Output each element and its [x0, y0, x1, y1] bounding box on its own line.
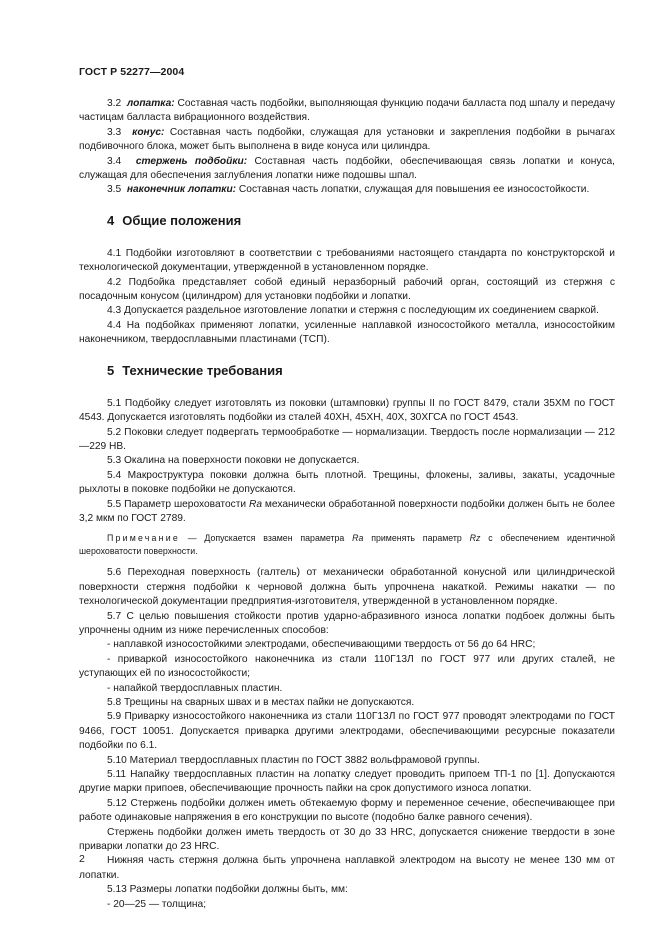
document-body	[79, 97, 615, 912]
list-item: - 20—25 — толщина;	[107, 898, 207, 910]
term-label: конус:	[132, 126, 165, 138]
clause-5-8: 5.8 Трещины на сварных швах и в местах пайки не допускаются.	[107, 697, 415, 708]
clause-3-2: 3.2 лопатка: Составная часть подбойки, выполняющая функцию подачи балласта под шпалу и передачу частицам балласта вибрационного воздействия.	[79, 98, 615, 124]
term-label: лопатка:	[126, 98, 175, 109]
clause-4-4: 4.4 На подбойках применяют лопатки, усиленные наплавкой износостойкого металла, износостойким наконечником, твердосплавными пластинами (ТСП).	[79, 319, 615, 346]
clause-5-11: 5.11 Напайку твердосплавных пластин на лопатку следует проводить припоем ТП-1 по [1]. Допускаются другие марки припоев, обеспечивающие прочность пайки на срок допустимого износа лопатки.	[79, 769, 615, 795]
document-header: ГОСТ Р 52277—2004	[79, 66, 185, 78]
clause-5-1: 5.1 Подбойку следует изготовлять из поковки (штамповки) группы II по ГОСТ 8479, стали 35ХМ по ГОСТ 4543. Допускается изготовлять подбойки из сталей 40ХН, 45ХН, 40Х, 30ХГСА по ГОСТ 4543.	[79, 397, 615, 424]
clause-3-3: 3.3 конус: Составная часть подбойки, служащая для установки и закрепления подбойки в рычагах подбивочного блока, может быть выполнена в виде конуса или цилиндра.	[79, 126, 615, 153]
note: Примечание — Допускается взамен параметра Ra применять параметр Rz с обеспечением идентичной шероховатости поверхности.	[79, 533, 615, 557]
clause-4-3: 4.3 Допускается раздельное изготовление лопатки и стержня с последующим их соединением сваркой.	[107, 305, 599, 317]
term-label: стержень подбойки:	[135, 155, 248, 167]
clause-3-4: 3.4 стержень подбойки: Составная часть подбойки, обеспечивающая связь лопатки и конуса, служащая для обеспечения заглубления лопатки ниже подошвы шпал.	[79, 155, 615, 182]
clause-5-7: 5.7 С целью повышения стойкости против ударно-абразивного износа лопатки подбоек должны быть упрочнены одним из ниже перечисленных способов:	[79, 610, 615, 636]
list-item: - напайкой твердосплавных пластин.	[107, 682, 283, 694]
clause-5-12-hardness: Стержень подбойки должен иметь твердость от 30 до 33 HRC, допускается снижение твердости в зоне приварки лопатки до 23 HRC.	[79, 826, 615, 853]
section-5-heading: 5 Технические требования	[107, 362, 283, 378]
clause-5-10: 5.10 Материал твердосплавных пластин по ГОСТ 3882 вольфрамовой группы.	[107, 754, 480, 766]
clause-5-3: 5.3 Окалина на поверхности поковки не допускается.	[107, 455, 360, 467]
clause-5-9: 5.9 Приварку износостойкого наконечника из стали 110Г13Л по ГОСТ 977 проводят электродами по ГОСТ 9466, ГОСТ 10051. Допускается приварка другими электродами, обеспечивающими ресурсные показатели подбойки по 6.1.	[79, 711, 615, 752]
list-item: - наплавкой износостойкими электродами, обеспечивающими твердость от 56 до 64 HRC;	[107, 639, 536, 651]
term-label: наконечник лопатки:	[126, 184, 237, 196]
page-number: 2	[79, 853, 85, 865]
clause-4-1: 4.1 Подбойки изготовляют в соответствии с требованиями настоящего стандарта по конструкторской и технологической документации, утвержденной в установленном порядке.	[79, 247, 615, 274]
section-4-heading: 4 Общие положения	[107, 212, 242, 228]
note-label: Примечание	[107, 533, 180, 544]
clause-5-2: 5.2 Поковки следует подвергать термообработке — нормализации. Твердость после нормализации — 212—229 НВ.	[79, 426, 615, 452]
clause-5-12: 5.12 Стержень подбойки должен иметь обтекаемую форму и переменное сечение, обеспечивающее при работе одинаковые напряжения в его конструкции по высоте (подобно балке равного сечения).	[79, 797, 615, 824]
clause-5-4: 5.4 Макроструктура поковки должна быть плотной. Трещины, флокены, заливы, закаты, усадочные рыхлоты в поковке подбойки не допускаются.	[79, 469, 615, 496]
clause-5-13: 5.13 Размеры лопатки подбойки должны быть, мм:	[107, 884, 348, 896]
clause-5-6: 5.6 Переходная поверхность (галтель) от механически обработанной конусной или цилиндрической поверхности стержня подбойки к черновой должна быть упрочнена накаткой. Режимы накатки — по технологической документации предприятия-изготовителя, утвержденной в установленном порядке.	[79, 567, 615, 608]
list-item: - приваркой износостойкого наконечника из стали 110Г13Л по ГОСТ 977 или других сталей, не уступающих ей по износостойкости;	[79, 653, 615, 680]
clause-5-12-lower: Нижняя часть стержня должна быть упрочнена наплавкой электродом на высоту не менее 130 мм от лопатки.	[79, 855, 615, 881]
clause-3-5: 3.5 наконечник лопатки: Составная часть лопатки, служащая для повышения ее износостойкости.	[107, 184, 590, 196]
clause-4-2: 4.2 Подбойка представляет собой единый неразборный рабочий орган, состоящий из стержня с посадочным конусом (цилиндром) для установки подбойки и лопатки.	[79, 276, 615, 303]
clause-5-5: 5.5 Параметр шероховатости Ra механически обработанной поверхности подбойки должен быть не более 3,2 мкм по ГОСТ 2789.	[79, 498, 616, 524]
